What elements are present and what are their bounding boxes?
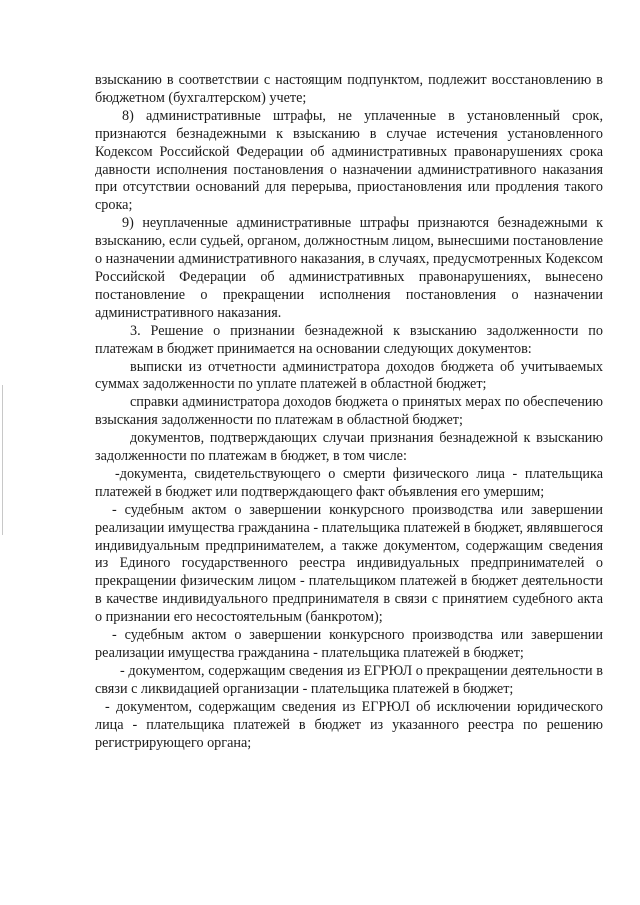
paragraph-restoration-clause: взысканию в соответствии с настоящим подпунктом, подлежит восстановлению в бюджетном (бухгалтерском) учете;	[95, 72, 603, 106]
paragraph-death-document: -документа, свидетельствующего о смерти физического лица - плательщика платежей в бюджет или подтверждающего факт объявления его умершим;	[95, 465, 603, 500]
paragraph-bankruptcy-citizen: - судебным актом о завершении конкурсного производства или завершении реализации имущества гражданина - плательщика платежей в бюджет;	[95, 627, 603, 661]
paragraph-item-8: 8) административные штрафы, не уплаченные в установленный срок, признаются безнадежными к взысканию в случае истечения установленного Кодексом Российской Федерации об административных правонарушениях срока давности исполнения постановления о назначении административного наказания при отсутствии оснований для перерыва, приостановления или продления такого срока;	[95, 107, 603, 214]
paragraph-reporting-extract: выписки из отчетности администратора доходов бюджета об учитываемых суммах задолженности по уплате платежей в областной бюджет;	[95, 358, 603, 393]
document-body	[95, 72, 603, 752]
paragraph-section-3: 3. Решение о признании безнадежной к взысканию задолженности по платежам в бюджет принимается на основании следующих документов:	[95, 322, 603, 357]
paragraph-egrul-liquidation: - документом, содержащим сведения из ЕГРЮЛ о прекращении деятельности в связи с ликвидацией организации - плательщика платежей в бюджет;	[95, 662, 603, 697]
paragraph-item-9: 9) неуплаченные административные штрафы признаются безнадежными к взысканию, если судьей, органом, должностным лицом, вынесшими постановление о назначении административного наказания, в случаях, предусмотренных Кодексом Российской Федерации об административных правонарушениях, вынесено постановление о прекращении исполнения постановления о назначении административного наказания.	[95, 215, 603, 321]
paragraph-bankruptcy-entrepreneur: - судебным актом о завершении конкурсного производства или завершении реализации имущества гражданина - плательщика платежей в бюджет, являвшегося индивидуальным предпринимателем, а также документом, содержащим сведения из Единого государственного реестра индивидуальных предпринимателей о прекращении физическим лицом - плательщиком платежей в бюджет деятельности в качестве индивидуального предпринимателя в связи с принятием судебного акта о признании его несостоятельным (банкротом);	[95, 501, 603, 626]
paragraph-egrul-exclusion: - документом, содержащим сведения из ЕГРЮЛ об исключении юридического лица - плательщика платежей в бюджет из указанного реестра по решению регистрирующего органа;	[95, 698, 603, 751]
scan-margin-mark	[2, 385, 3, 535]
paragraph-administrator-certificate: справки администратора доходов бюджета о принятых мерах по обеспечению взыскания задолженности по платежам в областной бюджет;	[95, 394, 603, 429]
paragraph-supporting-documents: документов, подтверждающих случаи признания безнадежной к взысканию задолженности по платежам в бюджет, в том числе:	[95, 430, 603, 465]
